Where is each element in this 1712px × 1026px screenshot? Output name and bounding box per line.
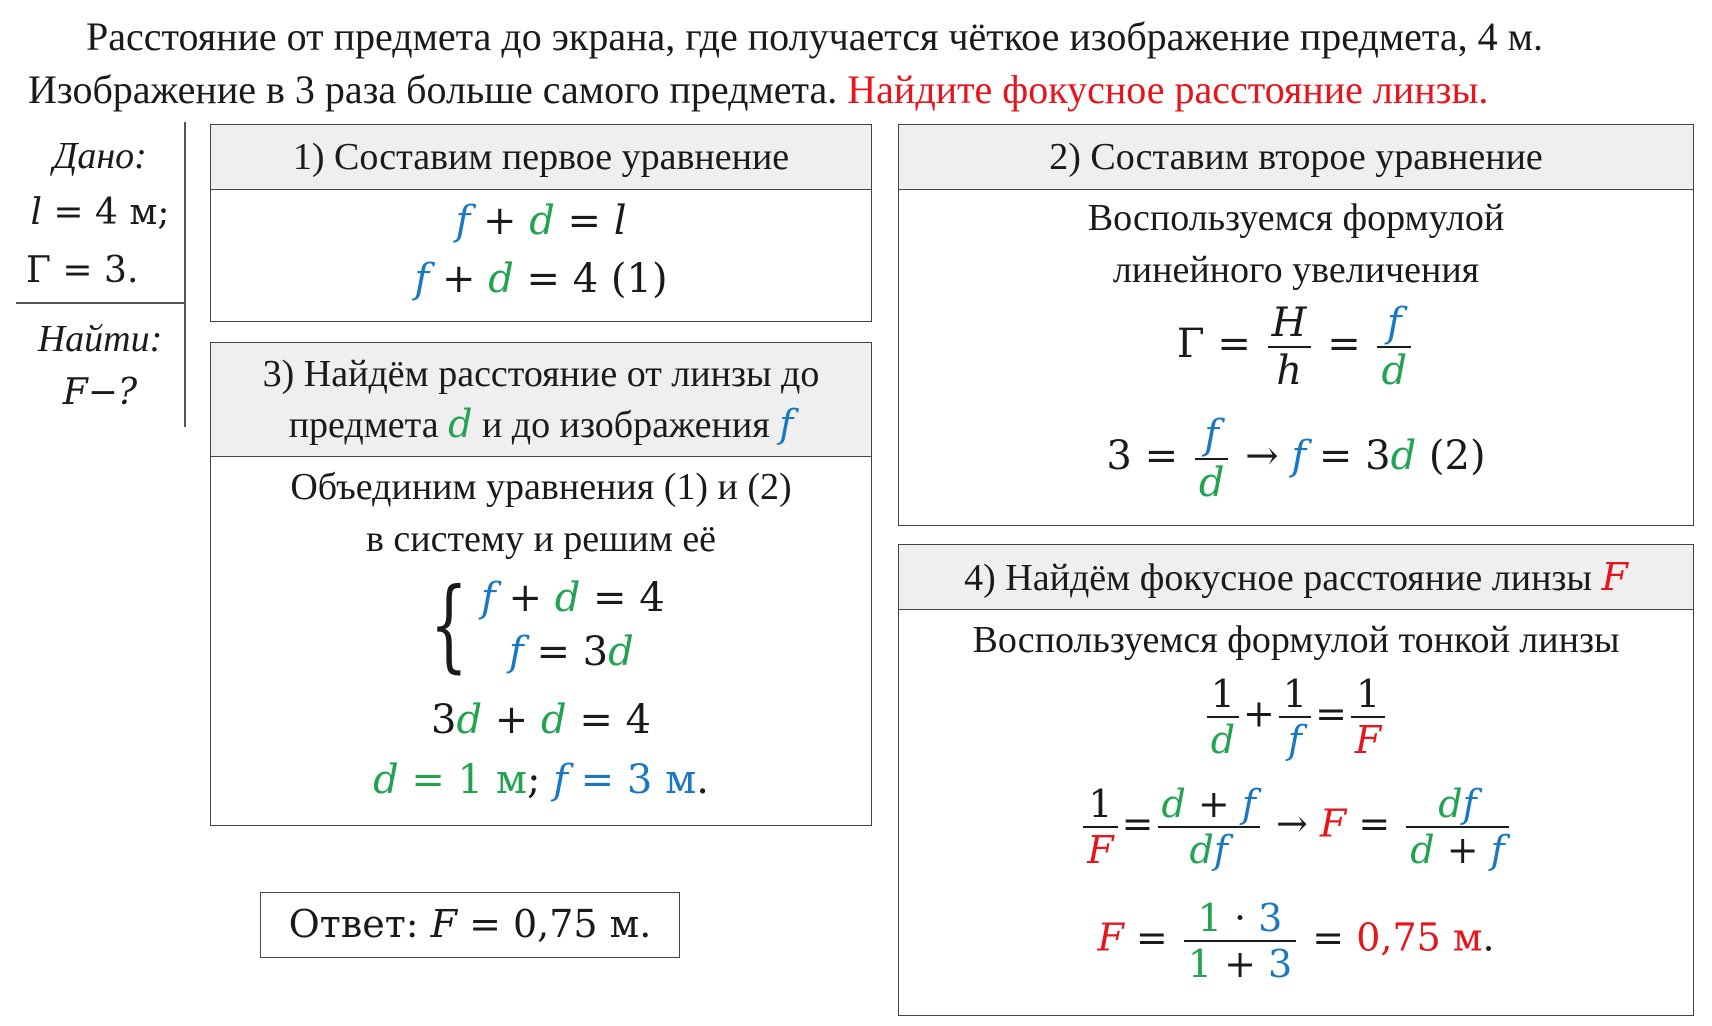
given-divider	[16, 302, 184, 304]
step2-header: 2) Составим второе уравнение	[899, 125, 1693, 190]
step2-box	[898, 124, 1694, 526]
step1-box	[210, 124, 872, 322]
problem-statement	[28, 10, 1688, 116]
step3-box	[210, 342, 872, 826]
given-vertical-rule	[184, 122, 186, 427]
given-magnification: Γ = 3.	[26, 250, 139, 291]
given-distance: l = 4 м;	[30, 192, 170, 233]
step1-eq2: f + d = 4 (1)	[414, 256, 668, 302]
find-title: Найти:	[37, 318, 163, 360]
step2-result: 3 = $\frac{f}{d}$ → f = 3d (2)	[1106, 412, 1486, 506]
step2-text1: Воспользуемся формулой	[1087, 197, 1505, 239]
step3-result: d = 1 м; f = 3 м.	[373, 757, 709, 803]
answer-text: Ответ: F = 0,75 м.	[288, 902, 652, 946]
step4-formula: $\frac{1}{d}$ + $\frac{1}{f}$ = $\frac{1}{F}$	[899, 672, 1693, 762]
step1-header: 1) Составим первое уравнение	[211, 125, 871, 190]
step3-text1: Объединим уравнения (1) и (2)	[290, 466, 792, 508]
step2-text2: линейного увеличения	[1112, 249, 1480, 291]
step3-system: { f + d = 4 f = 3d	[430, 566, 665, 683]
problem-question: Найдите фокусное расстояние линзы.	[847, 67, 1489, 112]
problem-text: Расстояние от предмета до экрана, где получается чёткое изображение предмета, 4 м. Изображение в 3 раза больше самого предмета.	[28, 14, 1543, 112]
given-title: Дано:	[53, 135, 147, 177]
find-unknown: F−?	[62, 372, 138, 413]
answer-box	[260, 892, 680, 958]
step3-eq: 3d + d = 4	[430, 697, 652, 743]
step4-derived: $\frac{1}{F}$ = $\frac{d + f}{df}$ → F = $\frac{df}{d + f}$	[899, 782, 1693, 872]
step3-text2: в систему и решим её	[365, 518, 717, 560]
step4-header: 4) Найдём фокусное расстояние линзы F	[899, 545, 1693, 610]
step2-formula: Γ = $\frac{H}{h}$ = $\frac{f}{d}$	[899, 300, 1693, 394]
step3-header	[211, 343, 871, 457]
system-eq2: f = 3d	[508, 629, 634, 675]
step3-header-line1: 3) Найдём расстояние от линзы до	[262, 353, 820, 395]
step1-eq1: f + d = l	[455, 198, 627, 244]
system-eq1: f + d = 4	[480, 575, 665, 621]
step4-result: F = $\frac{1 \cdot 3}{1 + 3}$ = 0,75 м.	[1097, 896, 1495, 986]
step4-box	[898, 544, 1694, 1016]
step3-header-line2: предмета d и до изображения f	[288, 402, 794, 446]
step4-text: Воспользуемся формулой тонкой линзы	[972, 619, 1620, 661]
